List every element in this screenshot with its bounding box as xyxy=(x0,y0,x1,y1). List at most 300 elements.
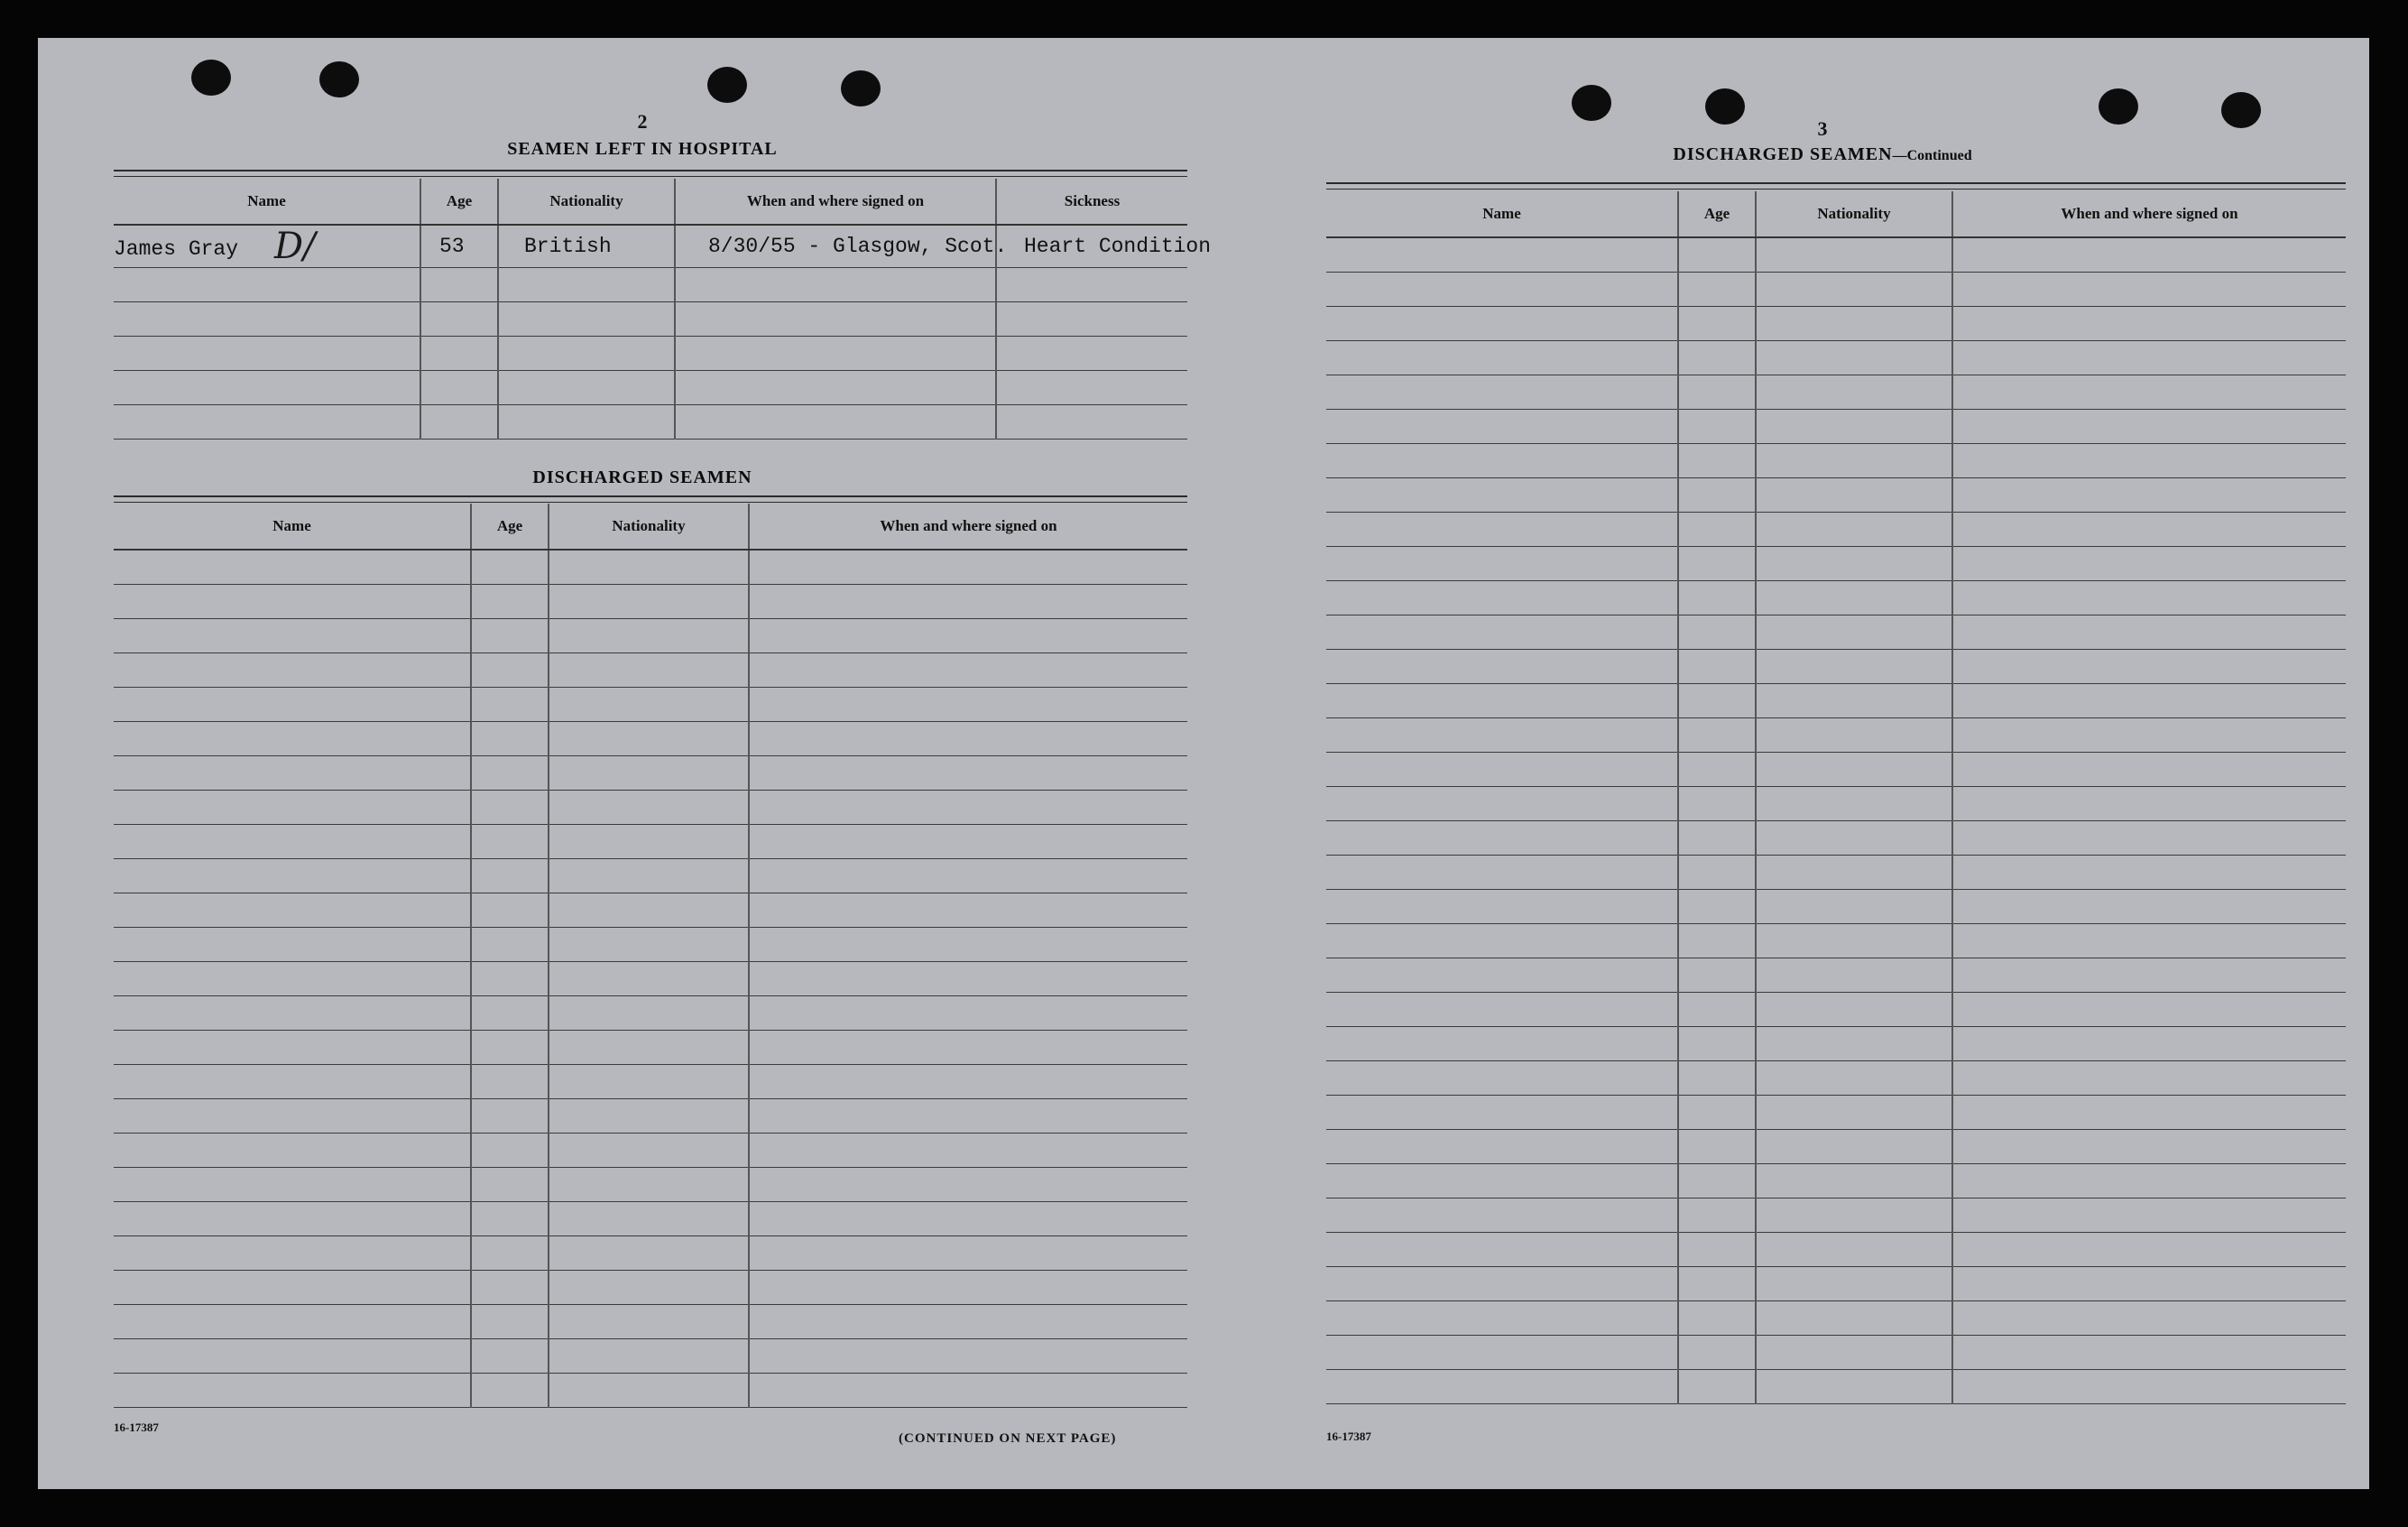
table-cell xyxy=(1756,1164,1952,1198)
table-cell xyxy=(1952,1301,2346,1336)
table-row xyxy=(114,268,1187,302)
discharged-continued-table xyxy=(1326,191,2346,1404)
discharged-table xyxy=(114,504,1187,1408)
table-cell xyxy=(1678,273,1756,307)
table-cell xyxy=(471,791,549,825)
column-header: Nationality xyxy=(549,504,749,550)
table-cell xyxy=(1326,890,1678,924)
table-cell xyxy=(1952,1233,2346,1267)
table-cell xyxy=(1952,444,2346,478)
table-cell xyxy=(549,1031,749,1065)
table-cell xyxy=(471,1305,549,1339)
table-cell xyxy=(1326,1198,1678,1233)
table-cell xyxy=(749,550,1187,585)
table-cell xyxy=(114,405,420,440)
table-cell xyxy=(675,371,996,405)
table-row xyxy=(1326,1267,2346,1301)
discharged-section-title: DISCHARGED SEAMEN xyxy=(532,467,752,487)
table-cell xyxy=(114,962,471,996)
table-cell xyxy=(471,996,549,1031)
table-cell xyxy=(1952,1027,2346,1061)
table-cell xyxy=(1952,821,2346,856)
table-cell xyxy=(1756,513,1952,547)
table-cell xyxy=(471,550,549,585)
table-cell xyxy=(1678,581,1756,615)
table-cell xyxy=(549,1339,749,1374)
table-row xyxy=(114,1374,1187,1408)
name-cell-text: James Gray xyxy=(114,237,239,261)
table-row xyxy=(114,225,1187,268)
table-cell xyxy=(114,859,471,893)
hospital-table xyxy=(114,179,1212,440)
table-cell xyxy=(114,1339,471,1374)
table-cell xyxy=(1678,341,1756,375)
sickness-cell-text: Heart Condition xyxy=(1024,235,1212,258)
table-row xyxy=(114,893,1187,928)
table-cell xyxy=(1756,924,1952,958)
table-cell xyxy=(1678,1267,1756,1301)
table-row xyxy=(114,756,1187,791)
table-cell xyxy=(1756,1370,1952,1404)
table-cell xyxy=(1952,856,2346,890)
table-row xyxy=(1326,237,2346,273)
table-cell xyxy=(749,1374,1187,1408)
table-cell xyxy=(749,996,1187,1031)
page-number: 2 xyxy=(637,110,648,133)
table-cell xyxy=(1952,513,2346,547)
table-cell xyxy=(1756,237,1952,273)
table-cell xyxy=(1756,993,1952,1027)
table-cell xyxy=(114,619,471,653)
table-cell xyxy=(549,825,749,859)
document-sheet xyxy=(38,38,2369,1489)
table-cell xyxy=(749,585,1187,619)
age-cell-text: 53 xyxy=(439,235,465,258)
right-page xyxy=(1245,38,2369,1489)
table-cell xyxy=(1326,1370,1678,1404)
table-row xyxy=(1326,753,2346,787)
table-cell xyxy=(114,791,471,825)
table-cell xyxy=(1952,410,2346,444)
table-cell xyxy=(1678,1370,1756,1404)
table-row xyxy=(1326,787,2346,821)
continued-note: (CONTINUED ON NEXT PAGE) xyxy=(899,1431,1117,1446)
table-cell xyxy=(114,1271,471,1305)
table-cell xyxy=(749,1305,1187,1339)
table-cell xyxy=(1326,341,1678,375)
table-cell xyxy=(1678,650,1756,684)
table-cell xyxy=(1678,684,1756,718)
table-cell xyxy=(549,688,749,722)
table-cell xyxy=(1756,821,1952,856)
table-cell xyxy=(1952,375,2346,410)
table-cell xyxy=(471,722,549,756)
table-cell xyxy=(996,302,1187,337)
table-cell xyxy=(114,996,471,1031)
table-cell xyxy=(1326,856,1678,890)
table-cell xyxy=(749,859,1187,893)
table-cell xyxy=(1326,718,1678,753)
table-cell xyxy=(749,825,1187,859)
table-row xyxy=(114,1202,1187,1236)
table-cell xyxy=(1326,1130,1678,1164)
table-cell xyxy=(471,825,549,859)
table-cell xyxy=(114,722,471,756)
table-cell xyxy=(749,722,1187,756)
table-cell xyxy=(1952,650,2346,684)
table-cell xyxy=(1756,753,1952,787)
table-cell xyxy=(549,1099,749,1134)
table-cell xyxy=(420,371,498,405)
table-cell xyxy=(1952,1198,2346,1233)
section-divider xyxy=(114,495,1187,503)
table-cell xyxy=(1678,958,1756,993)
table-cell xyxy=(549,653,749,688)
table-cell xyxy=(749,1236,1187,1271)
table-cell xyxy=(749,1339,1187,1374)
table-cell xyxy=(1326,1096,1678,1130)
table-cell xyxy=(471,619,549,653)
table-cell xyxy=(1678,513,1756,547)
column-header: Age xyxy=(1678,191,1756,237)
table-cell xyxy=(471,688,549,722)
table-cell xyxy=(749,962,1187,996)
table-cell xyxy=(1756,581,1952,615)
table-row xyxy=(1326,547,2346,581)
table-cell xyxy=(114,893,471,928)
table-cell xyxy=(1952,478,2346,513)
table-cell xyxy=(1326,513,1678,547)
column-header: Nationality xyxy=(1756,191,1952,237)
table-cell xyxy=(1678,1164,1756,1198)
column-header: Name xyxy=(114,179,420,225)
table-row xyxy=(1326,1198,2346,1233)
table-cell xyxy=(1952,684,2346,718)
table-cell xyxy=(549,1374,749,1408)
table-cell xyxy=(1756,341,1952,375)
table-cell xyxy=(549,550,749,585)
column-header: Name xyxy=(114,504,471,550)
table-row xyxy=(1326,1096,2346,1130)
table-cell xyxy=(471,1065,549,1099)
table-cell xyxy=(420,302,498,337)
table-cell xyxy=(675,337,996,371)
table-row xyxy=(114,962,1187,996)
table-row xyxy=(1326,718,2346,753)
table-cell xyxy=(1952,1061,2346,1096)
table-cell xyxy=(1952,307,2346,341)
table-cell xyxy=(114,371,420,405)
table-row xyxy=(114,1031,1187,1065)
table-cell xyxy=(996,337,1187,371)
discharged-continued-title xyxy=(1552,144,2093,165)
table-cell xyxy=(1756,1267,1952,1301)
table-cell xyxy=(549,996,749,1031)
table-cell xyxy=(1952,993,2346,1027)
table-cell xyxy=(1678,924,1756,958)
table-cell xyxy=(1678,890,1756,924)
table-cell xyxy=(1678,1061,1756,1096)
table-row xyxy=(114,1271,1187,1305)
table-cell xyxy=(114,1065,471,1099)
table-cell xyxy=(1756,547,1952,581)
table-cell xyxy=(114,302,420,337)
table-row xyxy=(114,996,1187,1031)
table-cell xyxy=(471,653,549,688)
table-row xyxy=(114,688,1187,722)
table-cell xyxy=(549,756,749,791)
table-cell xyxy=(1952,1130,2346,1164)
table-cell xyxy=(1678,444,1756,478)
table-cell xyxy=(498,337,675,371)
table-row xyxy=(1326,1130,2346,1164)
table-cell xyxy=(749,619,1187,653)
table-row xyxy=(1326,410,2346,444)
table-row xyxy=(1326,1164,2346,1198)
table-cell xyxy=(1952,1370,2346,1404)
table-cell xyxy=(749,893,1187,928)
table-cell xyxy=(1678,1096,1756,1130)
table-cell xyxy=(1678,375,1756,410)
table-cell xyxy=(1678,993,1756,1027)
table-row xyxy=(1326,375,2346,410)
table-row xyxy=(1326,444,2346,478)
table-row xyxy=(1326,650,2346,684)
table-cell xyxy=(749,1134,1187,1168)
table-row xyxy=(1326,273,2346,307)
table-row xyxy=(114,1305,1187,1339)
column-header: Sickness xyxy=(996,179,1187,225)
table-cell xyxy=(1678,1301,1756,1336)
table-cell xyxy=(471,585,549,619)
table-cell xyxy=(1756,444,1952,478)
table-cell xyxy=(471,756,549,791)
table-cell xyxy=(1326,753,1678,787)
table-row xyxy=(1326,307,2346,341)
table-cell xyxy=(1952,237,2346,273)
table-cell xyxy=(1326,581,1678,615)
table-cell xyxy=(1952,1096,2346,1130)
table-cell xyxy=(749,1168,1187,1202)
column-header: Nationality xyxy=(498,179,675,225)
table-cell xyxy=(1756,1130,1952,1164)
table-row xyxy=(1326,1027,2346,1061)
table-row xyxy=(114,585,1187,619)
table-cell xyxy=(114,688,471,722)
signed-on-cell-text: 8/30/55 - Glasgow, Scot. xyxy=(708,235,1008,258)
table-row xyxy=(114,619,1187,653)
table-cell xyxy=(498,371,675,405)
table-row xyxy=(1326,581,2346,615)
table-row xyxy=(1326,924,2346,958)
name-cell xyxy=(114,225,420,268)
table-cell xyxy=(471,1271,549,1305)
table-cell xyxy=(1678,821,1756,856)
table-cell xyxy=(1326,237,1678,273)
table-cell xyxy=(549,791,749,825)
table-cell xyxy=(1678,478,1756,513)
table-cell xyxy=(1678,1130,1756,1164)
table-cell xyxy=(1952,1336,2346,1370)
table-cell xyxy=(1678,753,1756,787)
table-cell xyxy=(1756,1027,1952,1061)
table-cell xyxy=(675,302,996,337)
table-cell xyxy=(1326,958,1678,993)
table-row xyxy=(1326,684,2346,718)
table-cell xyxy=(1756,1198,1952,1233)
table-cell xyxy=(1326,1233,1678,1267)
table-cell xyxy=(498,302,675,337)
table-cell xyxy=(749,688,1187,722)
table-cell xyxy=(549,1202,749,1236)
table-row xyxy=(1326,513,2346,547)
table-cell xyxy=(549,722,749,756)
table-cell xyxy=(749,1065,1187,1099)
table-cell xyxy=(996,405,1187,440)
table-cell xyxy=(996,268,1187,302)
table-cell xyxy=(471,1236,549,1271)
table-cell xyxy=(749,791,1187,825)
table-cell xyxy=(1326,273,1678,307)
table-cell xyxy=(549,893,749,928)
table-cell xyxy=(471,859,549,893)
table-cell xyxy=(114,825,471,859)
table-row xyxy=(114,550,1187,585)
table-cell xyxy=(114,1134,471,1168)
table-cell xyxy=(1678,1233,1756,1267)
table-cell xyxy=(1952,718,2346,753)
table-cell xyxy=(1326,547,1678,581)
table-cell xyxy=(1756,856,1952,890)
table-cell xyxy=(1756,410,1952,444)
table-cell xyxy=(1756,478,1952,513)
table-row xyxy=(114,791,1187,825)
table-cell xyxy=(1678,307,1756,341)
table-cell xyxy=(471,1374,549,1408)
table-cell xyxy=(1756,1336,1952,1370)
table-cell xyxy=(1326,1301,1678,1336)
table-cell xyxy=(420,337,498,371)
table-cell xyxy=(498,405,675,440)
table-cell xyxy=(1952,581,2346,615)
table-cell xyxy=(549,859,749,893)
table-row xyxy=(114,1168,1187,1202)
handwritten-mark: D/ xyxy=(274,226,316,267)
table-row xyxy=(1326,615,2346,650)
table-cell xyxy=(1326,650,1678,684)
table-cell xyxy=(1678,237,1756,273)
nationality-cell xyxy=(498,225,675,268)
section-divider xyxy=(114,170,1187,177)
table-cell xyxy=(549,619,749,653)
table-cell xyxy=(749,928,1187,962)
table-cell xyxy=(1326,1164,1678,1198)
table-row xyxy=(1326,958,2346,993)
table-cell xyxy=(549,1065,749,1099)
table-cell xyxy=(114,585,471,619)
column-header: When and where signed on xyxy=(1952,191,2346,237)
table-cell xyxy=(114,268,420,302)
table-cell xyxy=(471,1202,549,1236)
table-cell xyxy=(1678,615,1756,650)
table-cell xyxy=(1756,1096,1952,1130)
table-cell xyxy=(1952,958,2346,993)
table-cell xyxy=(114,756,471,791)
table-cell xyxy=(1756,273,1952,307)
table-cell xyxy=(1326,1267,1678,1301)
signed-on-cell xyxy=(675,225,1008,268)
form-code: 16-17387 xyxy=(1326,1430,1371,1443)
table-cell xyxy=(1952,341,2346,375)
table-row xyxy=(1326,1301,2346,1336)
age-cell xyxy=(420,225,498,268)
table-cell xyxy=(1326,1061,1678,1096)
table-row xyxy=(1326,1233,2346,1267)
nationality-cell-text: British xyxy=(524,235,612,258)
table-row xyxy=(114,1236,1187,1271)
table-cell xyxy=(420,268,498,302)
table-cell xyxy=(1756,684,1952,718)
table-cell xyxy=(1326,307,1678,341)
table-cell xyxy=(1678,410,1756,444)
table-cell xyxy=(114,1202,471,1236)
table-cell xyxy=(1326,1336,1678,1370)
table-cell xyxy=(1326,410,1678,444)
title-text: DISCHARGED SEAMEN xyxy=(1673,144,1893,164)
table-cell xyxy=(1326,1027,1678,1061)
table-row xyxy=(1326,890,2346,924)
table-cell xyxy=(1952,1164,2346,1198)
table-cell xyxy=(675,405,996,440)
table-cell xyxy=(471,1339,549,1374)
table-row xyxy=(114,825,1187,859)
table-cell xyxy=(114,1374,471,1408)
table-cell xyxy=(1678,1027,1756,1061)
table-cell xyxy=(1756,1061,1952,1096)
table-cell xyxy=(749,1271,1187,1305)
table-cell xyxy=(549,962,749,996)
table-cell xyxy=(1756,375,1952,410)
table-cell xyxy=(549,928,749,962)
table-cell xyxy=(749,653,1187,688)
left-page xyxy=(38,38,1211,1489)
table-cell xyxy=(114,653,471,688)
table-row xyxy=(114,1099,1187,1134)
table-cell xyxy=(471,928,549,962)
table-cell xyxy=(114,1031,471,1065)
table-cell xyxy=(1952,273,2346,307)
table-cell xyxy=(1952,1267,2346,1301)
table-cell xyxy=(1678,856,1756,890)
table-cell xyxy=(114,337,420,371)
table-row xyxy=(1326,1370,2346,1404)
table-row xyxy=(114,1134,1187,1168)
table-cell xyxy=(1678,1198,1756,1233)
table-cell xyxy=(1678,547,1756,581)
table-cell xyxy=(1952,753,2346,787)
table-cell xyxy=(549,1134,749,1168)
table-cell xyxy=(549,1271,749,1305)
table-cell xyxy=(1326,615,1678,650)
table-cell xyxy=(114,928,471,962)
table-row xyxy=(114,859,1187,893)
table-cell xyxy=(1326,684,1678,718)
table-cell xyxy=(1952,890,2346,924)
table-row xyxy=(1326,1061,2346,1096)
table-cell xyxy=(1756,615,1952,650)
table-cell xyxy=(114,1099,471,1134)
table-row xyxy=(1326,478,2346,513)
